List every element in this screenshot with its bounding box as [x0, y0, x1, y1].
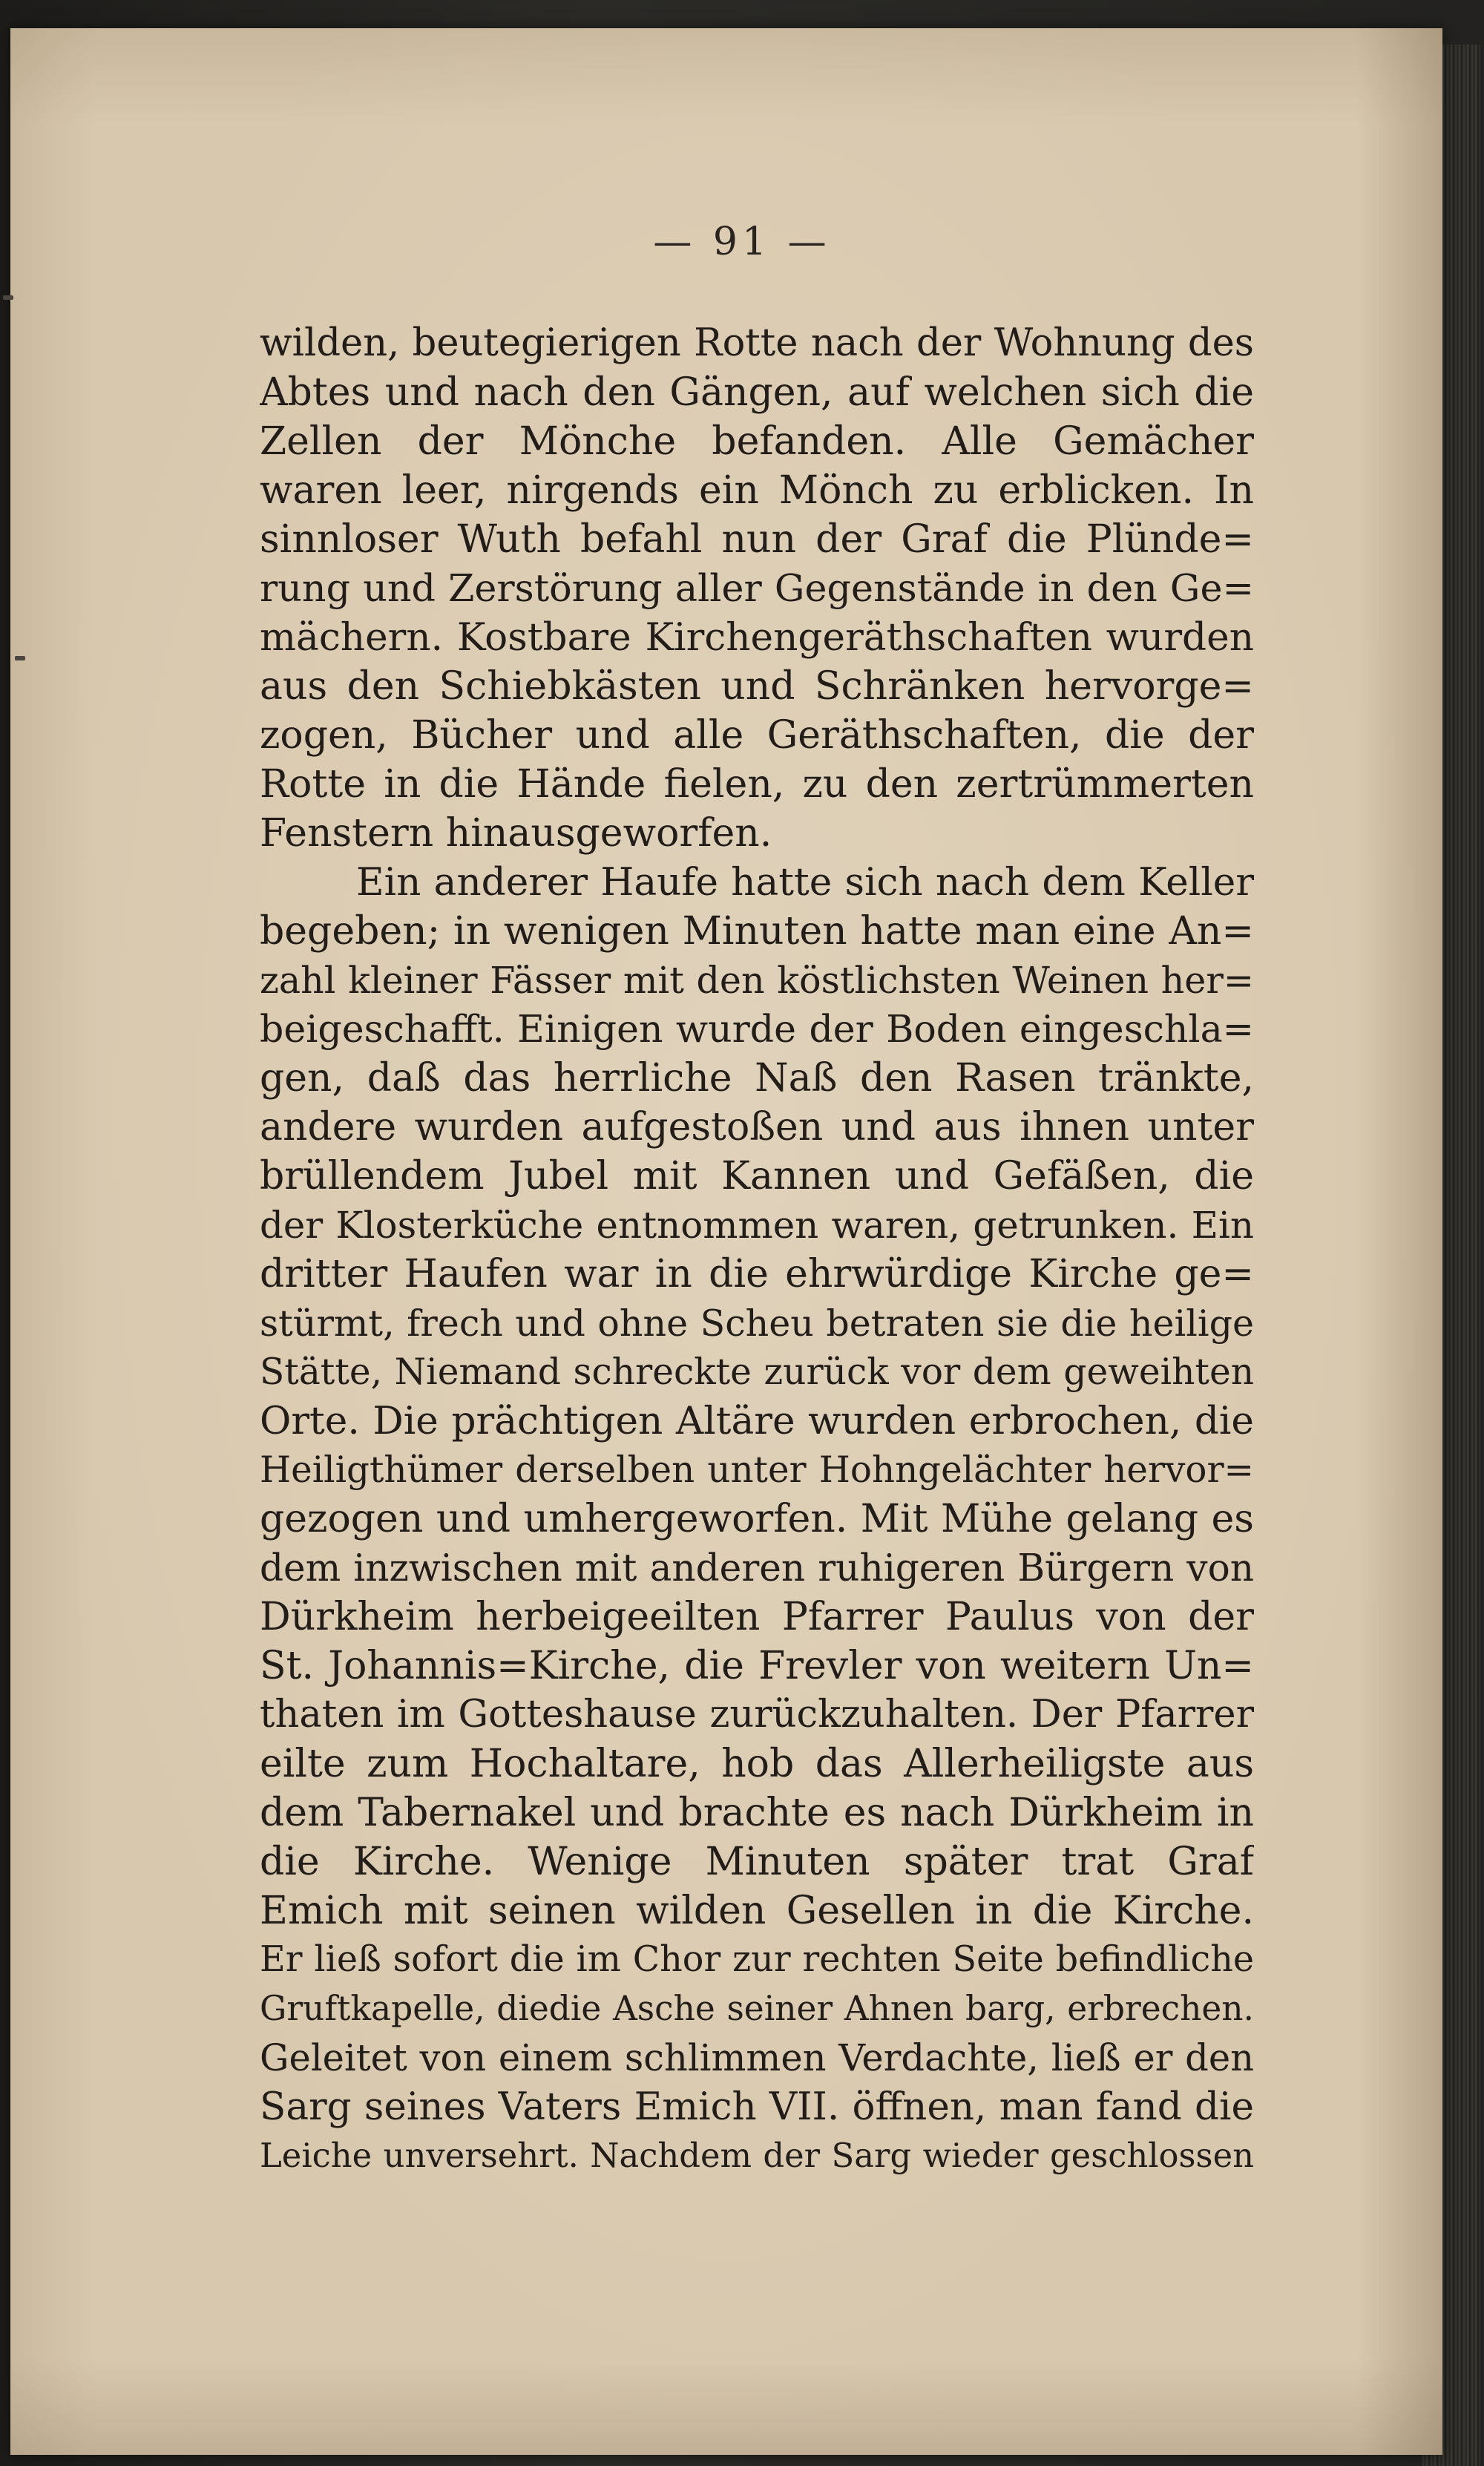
text-line: aus den Schiebkästen und Schränken hervorge=: [260, 664, 1254, 709]
text-line: Orte. Die prächtigen Altäre wurden erbrochen, die: [260, 1399, 1254, 1443]
text-line: zogen, Bücher und alle Geräthschaften, die der: [260, 713, 1254, 758]
text-line: Abtes und nach den Gängen, auf welchen sich die: [260, 370, 1254, 415]
margin-mark: [3, 295, 13, 300]
margin-mark: [15, 656, 25, 660]
text-line: dritter Haufen war in die ehrwürdige Kirche ge=: [260, 1252, 1254, 1296]
text-line: sinnloser Wuth befahl nun der Graf die Plünde=: [260, 517, 1254, 562]
text-line: Rotte in die Hände fielen, zu den zertrümmerten: [260, 762, 1254, 807]
text-line: Stätte, Niemand schreckte zurück vor dem geweihten: [260, 1351, 1254, 1393]
text-line: dem inzwischen mit anderen ruhigeren Bürgern von: [260, 1547, 1254, 1590]
text-line: Dürkheim herbeigeeilten Pfarrer Paulus von der: [260, 1595, 1254, 1639]
text-line: Er ließ sofort die im Chor zur rechten Seite befindliche: [260, 1939, 1254, 1980]
text-line: andere wurden aufgestoßen und aus ihnen unter: [260, 1105, 1254, 1150]
text-line: St. Johannis=Kirche, die Frevler von weitern Un=: [260, 1644, 1254, 1688]
page-number: — 91 —: [653, 220, 831, 264]
text-line: gezogen und umhergeworfen. Mit Mühe gelang es: [260, 1497, 1254, 1541]
text-line: Geleitet von einem schlimmen Verdachte, ließ er den: [260, 2036, 1254, 2079]
text-line: brüllendem Jubel mit Kannen und Gefäßen, die: [260, 1154, 1254, 1198]
text-line: mächern. Kostbare Kirchengeräthschaften wurden: [260, 615, 1254, 660]
text-line: begeben; in wenigen Minuten hatte man eine An=: [260, 909, 1254, 954]
text-line: dem Tabernakel und brachte es nach Dürkheim in: [260, 1791, 1254, 1835]
text-line: Ein anderer Haufe hatte sich nach dem Keller: [356, 860, 1254, 905]
text-line: zahl kleiner Fässer mit den köstlichsten Weinen her=: [260, 959, 1254, 1002]
text-line: Leiche unversehrt. Nachdem der Sarg wieder geschlossen: [260, 2136, 1254, 2175]
text-line: Gruftkapelle, diedie Asche seiner Ahnen barg, erbrechen.: [260, 1989, 1254, 2028]
text-line: wilden, beutegierigen Rotte nach der Wohnung des: [260, 321, 1254, 365]
text-line: waren leer, nirgends ein Mönch zu erblicken. In: [260, 468, 1254, 513]
text-line: die Kirche. Wenige Minuten später trat Graf: [260, 1840, 1254, 1884]
text-line: Sarg seines Vaters Emich VII. öffnen, man fand die: [260, 2085, 1254, 2129]
text-line: rung und Zerstörung aller Gegenstände in den Ge=: [260, 566, 1254, 610]
text-line: stürmt, frech und ohne Scheu betraten sie die heilige: [260, 1302, 1254, 1345]
text-line: der Klosterküche entnommen waren, getrunken. Ein: [260, 1204, 1254, 1247]
text-line: thaten im Gotteshause zurückzuhalten. Der Pfarrer: [260, 1693, 1254, 1737]
text-line: Heiligthümer derselben unter Hohngelächter hervor=: [260, 1449, 1254, 1491]
text-line: eilte zum Hochaltare, hob das Allerheiligste aus: [260, 1742, 1254, 1786]
text-line: gen, daß das herrliche Naß den Rasen tränkte,: [260, 1056, 1254, 1101]
text-line: beigeschafft. Einigen wurde der Boden eingeschla=: [260, 1007, 1254, 1051]
text-line: Fenstern hinausgeworfen.: [260, 811, 772, 856]
text-line: Emich mit seinen wilden Gesellen in die Kirche.: [260, 1889, 1254, 1933]
body-text: [260, 319, 1254, 2180]
text-line: Zellen der Mönche befanden. Alle Gemächer: [260, 419, 1254, 464]
